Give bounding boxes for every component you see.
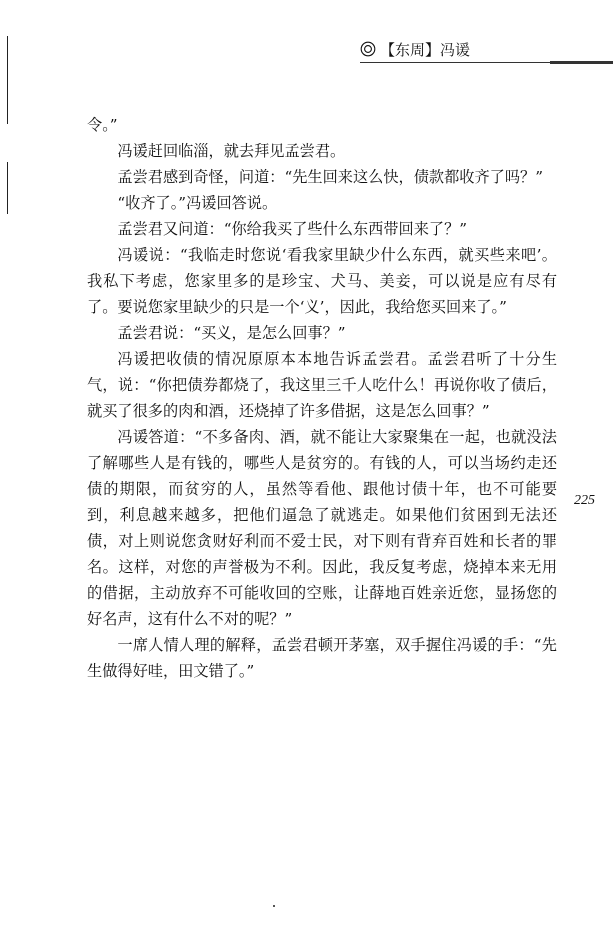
- binding-margin-line-middle: [7, 162, 8, 214]
- paragraph: 冯谖说：“我临走时您说‘看我家里缺少什么东西，就买些来吧’。我私下考虑，您家里多的是珍宝、犬马、美妾，可以说是应有尽有了。要说您家里缺少的只是一个‘义’，因此，我给您买回来了。”: [87, 246, 557, 316]
- running-header: [360, 38, 470, 60]
- double-circle-icon: [360, 41, 376, 57]
- header-rule: [360, 62, 550, 63]
- body-text: [87, 112, 557, 684]
- paragraph: 冯谖赶回临淄，就去拜见孟尝君。: [117, 142, 346, 160]
- paragraph: 冯谖答道：“不多备肉、酒，就不能让大家聚集在一起，也就没法了解哪些人是有钱的，哪些人是贫穷的。有钱的人，可以当场约走还债的期限，而贫穷的人，虽然等看他、跟他讨债十年，也不可能要到，利息越来越多，把他们逼急了就逃走。如果他们贫困到无法还债，对上则说您贪财好利而不爱士民，对下则有背弃百姓和长者的罪名。这样，对您的声誉极为不利。因此，我反复考虑，烧掉本来无用的借据，主动放弃不可能收回的空账，让薛地百姓亲近您，显扬您的好名声，这有什么不对的呢？”: [87, 428, 557, 628]
- paragraph: 一席人情人理的解释，孟尝君顿开茅塞，双手握住冯谖的手：“先生做得好哇，田文错了。”: [87, 636, 557, 680]
- paragraph: “收齐了。”冯谖回答说。: [117, 194, 278, 212]
- header-title: 【东周】冯谖: [380, 40, 471, 59]
- paragraph: 孟尝君说：“买义，是怎么回事？”: [117, 324, 346, 342]
- scan-speck: [273, 905, 275, 907]
- page-number: 225: [574, 493, 595, 508]
- header-rule-bold: [550, 61, 613, 64]
- paragraph: 孟尝君感到奇怪，问道：“先生回来这么快，债款都收齐了吗？”: [117, 168, 543, 186]
- paragraph: 孟尝君又问道：“你给我买了些什么东西带回来了？”: [117, 220, 468, 238]
- binding-margin-line-top: [7, 36, 8, 124]
- paragraph: 令。”: [87, 116, 118, 134]
- paragraph: 冯谖把收债的情况原原本本地告诉孟尝君。孟尝君听了十分生气，说：“你把债券都烧了，我这里三千人吃什么！再说你收了债后，就买了很多的肉和酒，还烧掉了许多借据，这是怎么回事？”: [87, 350, 557, 420]
